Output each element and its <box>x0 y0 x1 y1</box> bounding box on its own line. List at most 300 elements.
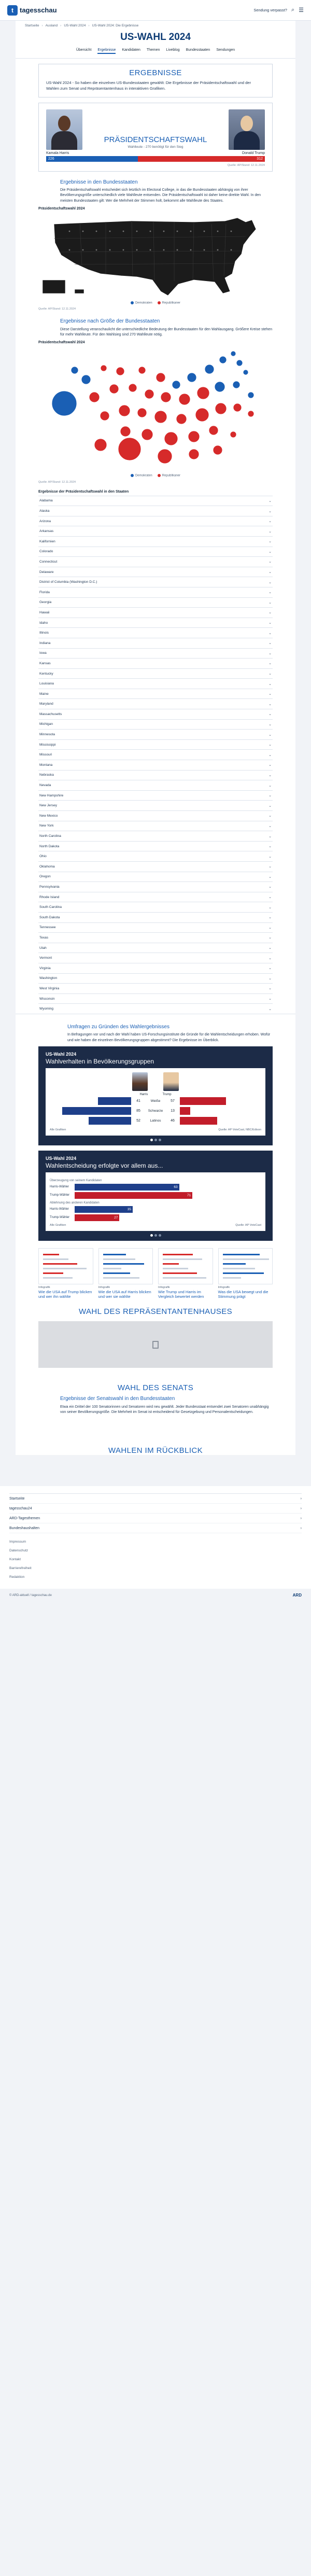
chevron-down-icon: ⌄ <box>268 702 272 706</box>
chevron-down-icon: ⌄ <box>268 976 272 981</box>
map-intro <box>60 179 273 204</box>
group-label: Latinos <box>150 1118 161 1123</box>
site-footer <box>0 1486 311 1589</box>
rep-state-bubble <box>120 426 131 437</box>
map-state-marker <box>177 230 178 232</box>
tab-bundesstaaten[interactable]: Bundesstaaten <box>186 48 210 52</box>
graphic-motivation <box>38 1151 273 1241</box>
trump-share-bar <box>180 1097 226 1105</box>
demographic-row <box>50 1096 261 1106</box>
tagesschau-logo[interactable] <box>7 5 57 16</box>
retro-section <box>38 1446 273 1455</box>
chevron-down-icon: ⌄ <box>268 824 272 828</box>
map-state-marker <box>150 249 151 250</box>
map-state-marker <box>82 249 84 250</box>
dem-state-bubble <box>236 360 243 366</box>
chevron-down-icon: ⌄ <box>268 855 272 859</box>
map-state-marker <box>190 230 192 232</box>
footer-nav-item[interactable]: tagesschau24 › <box>9 1504 302 1514</box>
harris-share: 41 <box>136 1099 140 1103</box>
carousel-dots[interactable] <box>46 1234 265 1237</box>
chevron-down-icon: ⌄ <box>268 926 272 930</box>
harris-bar: 226 <box>46 156 138 162</box>
state-row[interactable] <box>38 963 273 973</box>
chevron-down-icon: ⌄ <box>268 733 272 737</box>
state-row[interactable] <box>38 770 273 780</box>
state-row[interactable] <box>38 912 273 922</box>
state-name: Minnesota <box>39 733 55 737</box>
breadcrumb-item: US-Wahl 2024: Die Ergebnisse <box>92 24 139 27</box>
footer-link[interactable]: Kontakt <box>9 1558 21 1562</box>
page-title: US-WAHL 2024 <box>120 32 191 43</box>
chevron-down-icon: ⌄ <box>268 570 272 575</box>
state-name: Alabama <box>39 499 53 503</box>
map-state-marker <box>150 230 151 232</box>
tab-bar <box>16 46 295 59</box>
trump-share-bar <box>180 1117 217 1125</box>
graphic-kicker: US-Wahl 2024 <box>46 1155 77 1161</box>
chevron-right-icon: › <box>300 1516 302 1520</box>
harris-share-bar <box>62 1107 131 1115</box>
state-row[interactable] <box>38 932 273 943</box>
chevron-down-icon: ⌄ <box>268 885 272 889</box>
legend-rep: Republikaner <box>158 301 180 305</box>
chevron-right-icon: › <box>300 1526 302 1530</box>
state-row[interactable] <box>38 607 273 618</box>
footer-link[interactable]: Impressum <box>9 1540 26 1544</box>
chevron-down-icon: ⌄ <box>268 672 272 676</box>
rep-state-bubble <box>197 387 209 399</box>
motivation-bar: 71 <box>75 1192 192 1199</box>
chevron-down-icon: ⌄ <box>268 651 272 655</box>
state-row[interactable] <box>38 841 273 851</box>
teaser-kicker: Infografik <box>218 1285 230 1289</box>
dem-state-bubble <box>248 392 254 398</box>
tab-themen[interactable]: Themen <box>146 48 160 52</box>
chevron-down-icon: ⌄ <box>268 865 272 869</box>
bubble-chart[interactable] <box>38 347 273 472</box>
state-row[interactable] <box>38 749 273 760</box>
search-icon[interactable]: ⌕ <box>291 7 295 13</box>
trump-label: Trump <box>162 1093 172 1096</box>
map-state-marker <box>163 249 165 250</box>
teaser-thumbnail <box>38 1248 93 1284</box>
footer-link[interactable]: Datenschutz <box>9 1549 29 1553</box>
dem-state-bubble <box>219 356 227 363</box>
state-row[interactable] <box>38 881 273 892</box>
state-accordion <box>16 496 295 1014</box>
trump-share-bar <box>180 1107 190 1115</box>
rep-state-bubble <box>154 411 167 423</box>
harris-share-bar <box>89 1117 131 1125</box>
teaser-card[interactable] <box>98 1248 153 1299</box>
dem-state-bubble <box>231 351 236 356</box>
chevron-down-icon: ⌄ <box>268 936 272 940</box>
state-name: Arkansas <box>39 529 54 534</box>
state-name: Nevada <box>39 783 51 788</box>
rep-state-bubble <box>89 392 100 402</box>
chevron-down-icon: ⌄ <box>268 783 272 788</box>
harris-share: 52 <box>136 1118 140 1123</box>
state-row[interactable] <box>38 861 273 872</box>
state-name: Ohio <box>39 855 47 859</box>
map-state-marker <box>231 230 232 232</box>
state-name: Virginia <box>39 966 51 970</box>
teaser-title: Wie Trump und Harris im Vergleich bewertet werden <box>158 1289 204 1299</box>
state-name: Connecticut <box>39 559 58 564</box>
state-name: Hawaii <box>39 610 50 614</box>
dem-state-bubble <box>233 381 240 388</box>
dem-state-bubble <box>172 381 180 389</box>
trump-share: 46 <box>171 1118 175 1123</box>
retro-title: WAHLEN IM RÜCKBLICK <box>108 1446 203 1455</box>
alaska-map <box>43 280 65 293</box>
state-row[interactable] <box>38 953 273 963</box>
state-row[interactable] <box>38 627 273 638</box>
demographic-row <box>50 1116 261 1126</box>
state-name: Delaware <box>39 570 54 574</box>
map-state-marker <box>163 230 165 232</box>
tab-sendungen[interactable]: Sendungen <box>216 48 235 52</box>
state-row[interactable] <box>38 993 273 1004</box>
demographic-row <box>50 1106 261 1116</box>
harris-name: Kamala Harris <box>46 151 69 155</box>
state-row[interactable] <box>38 892 273 902</box>
footer-nav-item[interactable]: Startseite › <box>9 1494 302 1504</box>
rep-state-bubble <box>145 389 154 399</box>
dem-state-bubble <box>205 365 214 374</box>
motivation-row <box>50 1206 261 1213</box>
sendung-verpasst-link[interactable]: Sendung verpasst? <box>253 8 287 12</box>
chevron-down-icon: ⌄ <box>268 580 272 584</box>
state-row[interactable] <box>38 729 273 739</box>
rep-state-bubble <box>156 373 165 382</box>
chevron-down-icon: ⌄ <box>268 540 272 544</box>
all-graphics-link[interactable]: Alle Grafiken <box>50 1223 66 1227</box>
footer-copyright <box>0 1589 311 1598</box>
state-row[interactable] <box>38 496 273 506</box>
state-row[interactable] <box>38 831 273 841</box>
all-graphics-link[interactable]: Alle Grafiken <box>50 1128 66 1131</box>
senate-body: Etwa ein Drittel der 100 Senatorinnen und Senatoren wird neu gewählt. Jeder Bundesstaat entsendet zwei Senatoren unabhängig von seiner Bevölkerungsgröße. Die Mehrheit im Senat ist entscheidend für Gesetzgebung und Personalentscheidungen. <box>60 1405 269 1415</box>
harris-share: 85 <box>136 1109 140 1113</box>
bubble-legend <box>16 474 295 478</box>
state-name: New Hampshire <box>39 793 64 797</box>
presidential-box <box>38 103 273 172</box>
breadcrumb-item[interactable]: US-Wahl 2024 <box>64 24 86 27</box>
presidential-title: PRÄSIDENTSCHAFTSWAHL <box>104 135 207 144</box>
rep-state-bubble <box>101 365 107 371</box>
rep-state-bubble <box>215 403 227 414</box>
rep-state-bubble <box>164 432 178 445</box>
states-heading: Ergebnisse der Präsidentschaftswahl in den Staaten <box>38 489 129 494</box>
senate-title: WAHL DES SENATS <box>117 1383 194 1393</box>
chevron-down-icon: ⌄ <box>268 600 272 605</box>
state-name: Tennessee <box>39 926 56 930</box>
state-row[interactable] <box>38 943 273 953</box>
state-row[interactable] <box>38 597 273 608</box>
chevron-down-icon: ⌄ <box>268 946 272 950</box>
state-name: West Virginia <box>39 986 60 990</box>
state-name: Illinois <box>39 631 49 635</box>
state-name: Oklahoma <box>39 864 55 869</box>
state-name: New Mexico <box>39 814 58 818</box>
motivation-row <box>50 1214 261 1221</box>
footer-nav-item[interactable]: ARD-Tagesthemen › <box>9 1514 302 1523</box>
state-name: Idaho <box>39 621 48 625</box>
footer-nav-item[interactable]: Bundeshaushalten › <box>9 1523 302 1533</box>
senate-section <box>38 1383 273 1392</box>
state-name: Missouri <box>39 753 52 757</box>
state-row[interactable] <box>38 790 273 801</box>
state-row[interactable] <box>38 689 273 699</box>
state-row[interactable] <box>38 810 273 821</box>
trump-share: 13 <box>171 1109 175 1113</box>
tab-liveblog[interactable]: Liveblog <box>166 48 180 52</box>
survey-intro <box>67 1024 273 1043</box>
map-section-body: Die Präsidentschaftswahl entscheidet sich letztlich im Electoral College, in das die Bundesstaaten abhängig von ihrer Bevölkerungsgröße unterschiedlich viele Wahlleute entsenden. Die Präsidentschaftswahl ist daher keine direkte Wahl. In den meisten Bundesstaaten gilt: Wer die Mehrheit der Stimmen holt, bekommt alle Wahlleute des Staates. <box>60 188 261 203</box>
state-row[interactable] <box>38 556 273 567</box>
menu-icon[interactable]: ☰ <box>299 7 304 13</box>
state-name: Louisiana <box>39 682 54 686</box>
dem-state-bubble <box>215 382 225 392</box>
state-row[interactable] <box>38 567 273 577</box>
carousel-dots[interactable] <box>46 1139 265 1141</box>
rep-state-bubble <box>158 449 172 464</box>
motivation-sub1: Überzeugung von seinem Kandidaten <box>50 1179 102 1182</box>
chevron-down-icon: ⌄ <box>268 611 272 615</box>
teaser-title: Wie die USA auf Harris blicken und wer sie wählte <box>98 1289 151 1299</box>
rep-state-bubble <box>230 431 236 438</box>
state-name: Washington <box>39 976 58 981</box>
map-state-marker <box>109 249 111 250</box>
state-row[interactable] <box>38 678 273 689</box>
bubble-section-body: Diese Darstellung veranschaulicht die unterschiedliche Bedeutung der Bundesstaaten für den Wahlausgang. Größere Kreise stehen für mehr Wahlleute. Für den Wahlsieg sind 270 Wahlleute nötig. <box>60 327 273 337</box>
breadcrumb-item[interactable]: Ausland <box>45 24 58 27</box>
trump-bar: 312 <box>138 156 265 162</box>
state-row[interactable] <box>38 709 273 719</box>
chevron-down-icon: ⌄ <box>268 509 272 513</box>
state-row[interactable] <box>38 516 273 526</box>
legend-dem: Demokraten <box>131 474 152 478</box>
map-state-marker <box>177 249 178 250</box>
graphic-source: Quelle: AP VoteCast, NBC/Edison <box>218 1128 261 1131</box>
state-name: Kentucky <box>39 671 53 676</box>
chevron-down-icon: ⌄ <box>268 641 272 646</box>
chevron-down-icon: ⌄ <box>268 529 272 534</box>
chevron-down-icon: ⌄ <box>268 814 272 818</box>
state-name: Vermont <box>39 956 52 960</box>
teaser-card[interactable] <box>218 1248 273 1299</box>
state-row[interactable] <box>38 821 273 831</box>
rep-state-bubble <box>109 384 119 394</box>
legend-dem: Demokraten <box>131 301 152 305</box>
dem-state-bubble <box>71 367 78 374</box>
logo-mark-icon: t <box>7 5 18 16</box>
state-row[interactable] <box>38 983 273 993</box>
teaser-kicker: Infografik <box>38 1285 50 1289</box>
rep-state-bubble <box>137 408 147 417</box>
voter-group-label: Trump-Wähler <box>50 1194 70 1197</box>
map-state-marker <box>136 249 138 250</box>
state-row[interactable] <box>38 668 273 679</box>
state-row[interactable] <box>38 506 273 516</box>
motivation-row <box>50 1184 261 1191</box>
chevron-down-icon: ⌄ <box>268 722 272 726</box>
map-state-marker <box>109 230 111 232</box>
state-row[interactable] <box>38 536 273 547</box>
state-row[interactable] <box>38 618 273 628</box>
results-desc: US-Wahl 2024 - So haben die einzelnen US-Bundesstaaten gewählt: Die Ergebnisse der Präsidentschaftswahl und der Wahlen zum Senat und Repräsentantenhaus in interaktiven Grafiken. <box>46 80 251 91</box>
map-state-marker <box>69 230 70 232</box>
state-row[interactable] <box>38 760 273 770</box>
rep-state-bubble <box>116 367 124 375</box>
state-row[interactable] <box>38 851 273 861</box>
us-results-map[interactable] <box>38 214 273 299</box>
tab-kandidaten[interactable]: Kandidaten <box>122 48 140 52</box>
state-name: Mississippi <box>39 743 56 747</box>
motivation-row <box>50 1192 261 1199</box>
state-row[interactable] <box>38 973 273 984</box>
chevron-down-icon: ⌄ <box>268 773 272 777</box>
state-row[interactable] <box>38 1003 273 1014</box>
dem-state-bubble <box>187 373 196 382</box>
senate-intro <box>60 1395 273 1415</box>
state-row[interactable] <box>38 577 273 587</box>
house-graphic-placeholder <box>38 1321 273 1368</box>
chevron-down-icon: ⌄ <box>268 794 272 798</box>
teaser-thumbnail <box>98 1248 153 1284</box>
teaser-kicker: Infografik <box>158 1285 170 1289</box>
graphic-source: Quelle: AP VoteCast <box>235 1223 261 1227</box>
dem-state-bubble <box>243 370 248 375</box>
state-row[interactable] <box>38 547 273 557</box>
results-box <box>38 64 273 97</box>
state-row[interactable] <box>38 902 273 912</box>
teaser-title: Was die USA bewegt und die Stimmung prägt <box>218 1289 268 1299</box>
map-state-marker <box>82 230 84 232</box>
map-chart-title: Präsidentschaftswahl 2024 <box>38 206 85 211</box>
chevron-down-icon: ⌄ <box>268 987 272 991</box>
state-name: Indiana <box>39 641 51 645</box>
chevron-down-icon: ⌄ <box>268 743 272 747</box>
chevron-down-icon: ⌄ <box>268 560 272 564</box>
state-row[interactable] <box>38 587 273 597</box>
map-state-marker <box>204 230 205 232</box>
chevron-down-icon: ⌄ <box>268 662 272 666</box>
map-section-title: Ergebnisse in den Bundesstaaten <box>60 179 138 185</box>
chevron-down-icon: ⌄ <box>268 956 272 960</box>
rep-state-bubble <box>119 405 130 416</box>
rep-state-bubble <box>248 411 254 417</box>
results-title: ERGEBNISSE <box>129 68 182 77</box>
chevron-right-icon: › <box>300 1496 302 1501</box>
state-row[interactable] <box>38 800 273 810</box>
motivation-bar: 35 <box>75 1206 133 1213</box>
chevron-down-icon: ⌄ <box>268 712 272 717</box>
state-name: Oregon <box>39 875 51 879</box>
ard-logo[interactable]: ARD <box>292 1593 302 1598</box>
teaser-card[interactable] <box>38 1248 93 1299</box>
state-name: Michigan <box>39 722 53 726</box>
teaser-thumbnail <box>158 1248 213 1284</box>
teaser-title: Wie die USA auf Trump blicken und wer ihn wählte <box>38 1289 92 1299</box>
state-row[interactable] <box>38 780 273 790</box>
survey-body: In Befragungen vor und nach der Wahl haben US-Forschungsinstitute die Gründe für die Wahlentscheidungen erhoben. Wofür und wie haben die einzelnen Bevölkerungsgruppen abgestimmt? Die Ergebnisse im Überblick. <box>67 1033 271 1042</box>
state-name: New York <box>39 824 54 828</box>
state-row[interactable] <box>38 526 273 536</box>
brand-name: tagesschau <box>20 6 57 14</box>
map-state-marker <box>96 249 97 250</box>
state-row[interactable] <box>38 719 273 730</box>
chevron-down-icon: ⌄ <box>268 682 272 686</box>
senate-subtitle: Ergebnisse der Senatswahl in den Bundesstaaten <box>60 1396 175 1402</box>
teaser-card[interactable] <box>158 1248 213 1299</box>
tab-ergebnisse[interactable]: Ergebnisse <box>97 48 116 54</box>
electoral-bar <box>46 156 265 162</box>
presidential-subtitle: Wahlleute - 270 benötigt für den Sieg <box>128 145 183 149</box>
map-state-marker <box>123 230 124 232</box>
state-row[interactable] <box>38 648 273 659</box>
dem-state-bubble <box>52 391 77 416</box>
state-name: Utah <box>39 946 47 950</box>
state-row[interactable] <box>38 698 273 709</box>
hawaii-map <box>75 289 84 293</box>
chevron-down-icon: ⌄ <box>268 804 272 808</box>
state-row[interactable] <box>38 638 273 648</box>
copyright-text: © ARD-aktuell / tagesschau.de <box>9 1593 52 1597</box>
state-name: Massachusetts <box>39 712 62 716</box>
chevron-down-icon: ⌄ <box>268 875 272 879</box>
rep-state-bubble <box>94 439 107 451</box>
state-name: South Dakota <box>39 915 60 919</box>
main-content <box>16 21 295 1455</box>
rep-state-bubble <box>129 384 137 392</box>
chevron-down-icon: ⌄ <box>268 591 272 595</box>
state-name: Arizona <box>39 519 51 523</box>
rep-state-bubble <box>179 394 190 405</box>
demographic-bars <box>50 1096 261 1126</box>
legend-rep: Republikaner <box>158 474 180 478</box>
state-name: Maine <box>39 692 49 696</box>
group-label: Weiße <box>150 1099 161 1103</box>
state-row[interactable] <box>38 739 273 750</box>
state-row[interactable] <box>38 658 273 668</box>
state-row[interactable] <box>38 922 273 933</box>
chevron-down-icon: ⌄ <box>268 1007 272 1011</box>
rep-state-bubble <box>209 426 218 435</box>
teaser-thumbnail <box>218 1248 273 1284</box>
tab-übersicht[interactable]: Übersicht <box>76 48 92 52</box>
dem-state-bubble <box>81 375 91 384</box>
map-state-marker <box>123 249 124 250</box>
graphic-kicker: US-Wahl 2024 <box>46 1051 77 1057</box>
map-state-marker <box>217 249 219 250</box>
footer-link[interactable]: Redaktion <box>9 1575 25 1579</box>
footer-link[interactable]: Barrierefreiheit <box>9 1566 32 1571</box>
bubble-note: Quelle: AP/Stand: 12.11.2024 <box>38 480 76 484</box>
map-state-marker <box>69 249 70 250</box>
graphic-demographics <box>38 1046 273 1145</box>
breadcrumb-item[interactable]: Startseite <box>25 24 39 27</box>
state-name: Florida <box>39 590 50 594</box>
chevron-down-icon: ⌄ <box>268 834 272 838</box>
state-row[interactable] <box>38 872 273 882</box>
rep-state-bubble <box>188 431 200 442</box>
map-state-marker <box>96 230 97 232</box>
harris-share-bar <box>98 1097 131 1105</box>
state-name: Kansas <box>39 661 51 665</box>
